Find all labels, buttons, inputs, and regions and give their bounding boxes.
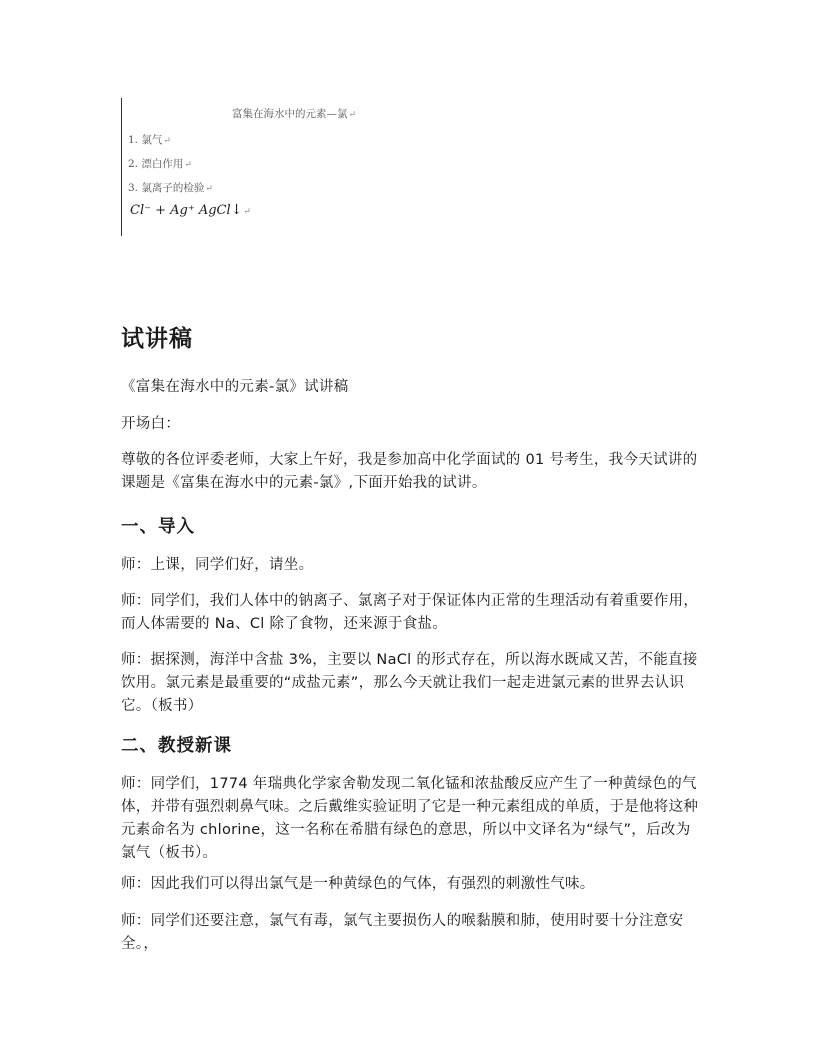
doc-subtitle: 《富集在海水中的元素-氯》试讲稿 [121,379,349,395]
board-title: 富集在海水中的元素—氯↵ [232,108,357,120]
intro-paragraph: 师：据探测，海洋中含盐 3%，主要以 NaCl 的形式存在，所以海水既咸又苦，不能直接饮用。氯元素是最重要的“成盐元素”，那么今天就让我们一起走进氯元素的世界去认识它。（板书） [121,652,698,714]
lesson-paragraph: 师：同学们还要注意，氯气有毒，氯气主要损伤人的喉黏膜和肺，使用时要十分注意安全。， [121,913,684,952]
lesson-paragraph: 师：同学们，1774 年瑞典化学家舍勒发现二氧化锰和浓盐酸反应产生了一种黄绿色的气体，并带有强烈刺鼻气味。之后戴维实验证明了它是一种元素组成的单质，于是他将这种元素命名为 chlorine，这一名称在希腊有绿色的意思，所以中文译名为“绿气”，后改为氯气（板书）。 [121,776,699,861]
page-title: 试讲稿 [121,326,193,352]
board-item-chlorine: 1. 氯气↵ [128,134,171,146]
section-heading-intro: 一、导入 [121,517,195,537]
board-formula: Cl⁻ + Ag⁺ AgCl↓↵ [130,202,251,218]
down-arrow-icon: ↓ [230,202,243,218]
board-item-chloride-test: 3. 氯离子的检验↵ [128,182,213,194]
intro-paragraph: 师：同学们，我们人体中的钠离子、氯离子对于保证体内正常的生理活动有着重要作用，而人体需要的 Na、Cl 除了食物，还来源于食盐。 [121,593,699,632]
opening-label: 开场白： [121,416,181,432]
opening-text: 尊敬的各位评委老师，大家上午好，我是参加高中化学面试的 01 号考生，我今天试讲的课题是《富集在海水中的元素-氯》,下面开始我的试讲。 [121,452,698,491]
section-heading-new-lesson: 二、教授新课 [121,736,232,756]
intro-paragraph: 师：上课，同学们好，请坐。 [121,557,314,573]
board-item-bleaching: 2. 漂白作用↵ [128,158,192,170]
blackboard-outline [121,98,382,236]
lesson-paragraph: 师：因此我们可以得出氯气是一种黄绿色的气体，有强烈的刺激性气味。 [121,876,595,892]
